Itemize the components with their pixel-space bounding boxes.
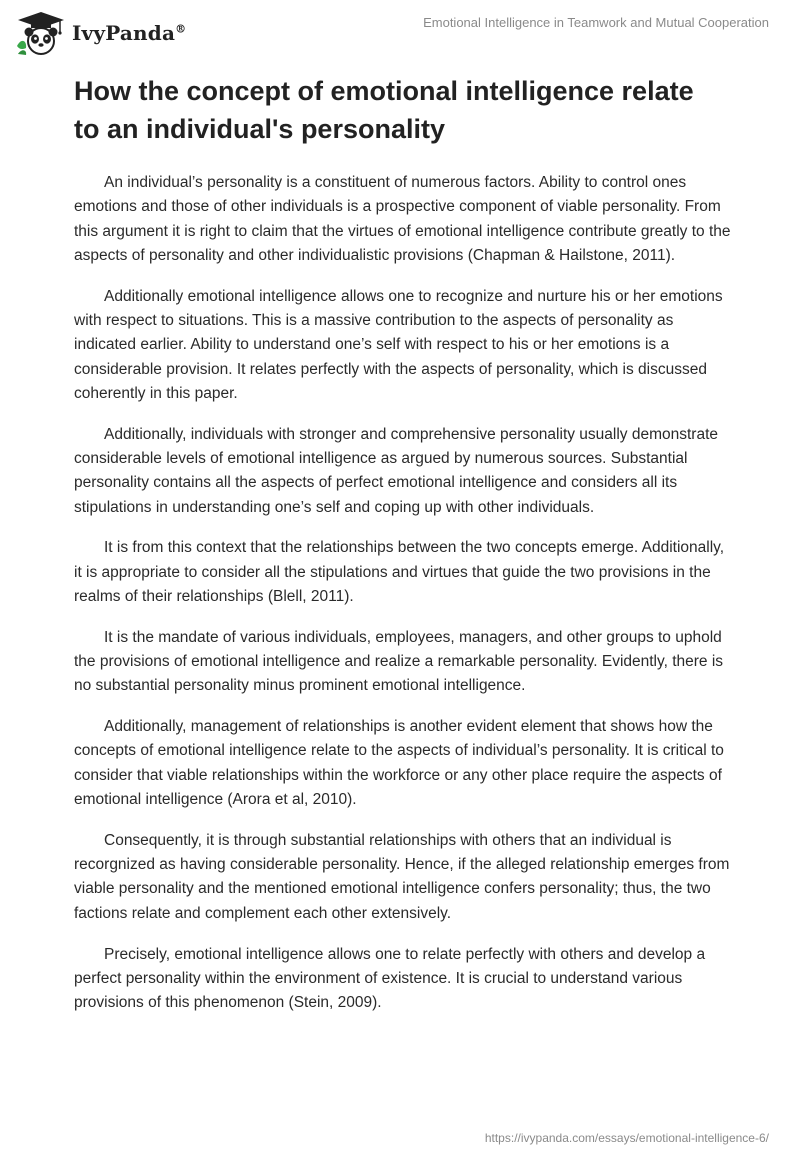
paragraph: It is from this context that the relationships between the two concepts emerge. Additionally, it is appropriate to consider all the stipulations and virtues that guide the two provisions in the realms of their relationships (Blell, 2011). [74, 539, 725, 605]
article-body [74, 171, 734, 1032]
paragraph: It is the mandate of various individuals, employees, managers, and other groups to uphold the provisions of emotional intelligence and realize a remarkable personality. Evidently, there is no substantial personality minus prominent emotional intelligence. [74, 628, 724, 695]
paragraph: Consequently, it is through substantial relationships with others that an individual is recorgnized as having considerable personality. Hence, if the alleged relationship emerges from viable personality and the mentioned emotional intelligence confers personality; thus, the two factions relate and complement each other extensively. [74, 831, 730, 922]
article-heading: How the concept of emotional intelligence relate to an individual's personality [74, 76, 694, 144]
source-url[interactable]: https://ivypanda.com/essays/emotional-intelligence-6/ [484, 1131, 769, 1145]
paragraph: Additionally emotional intelligence allows one to recognize and nurture his or her emotions with respect to situations. This is a massive contribution to the aspects of personality as indicated earlier. Ability to understand one’s self with respect to his or her emotions is a considerable provision. It relates perfectly with the aspects of personality, which is discussed coherently in this paper. [74, 287, 723, 402]
document-title: Emotional Intelligence in Teamwork and Mutual Cooperation [423, 15, 769, 30]
page-header [0, 0, 800, 70]
paragraph: Precisely, emotional intelligence allows one to relate perfectly with others and develop a perfect personality within the environment of existence. It is crucial to understand various provisions of this phenomenon (Stein, 2009). [74, 945, 706, 1012]
paragraph: An individual’s personality is a constituent of numerous factors. Ability to control ones emotions and those of other individuals is a prospective component of viable personality. From this argument it is right to claim that the virtues of emotional intelligence contribute greatly to the aspects of personality and other individualistic provisions (Chapman & Hailstone, 2011). [74, 174, 731, 264]
paragraph: Additionally, management of relationships is another evident element that shows how the concepts of emotional intelligence relate to the aspects of individual’s personality. It is critical to consider that viable relationships within the workforce or any other place require the aspects of emotional intelligence (Arora et al, 2010). [74, 718, 724, 809]
panda-graduate-icon [14, 10, 68, 56]
paragraph: Additionally, individuals with stronger and comprehensive personality usually demonstrate considerable levels of emotional intelligence as argued by numerous sources. Substantial personality contains all the aspects of perfect emotional intelligence and considers all its stipulations in understanding one’s self and coping up with other individuals. [74, 425, 719, 516]
brand-logo[interactable] [14, 10, 186, 56]
brand-name: IvyPanda® [72, 21, 187, 45]
